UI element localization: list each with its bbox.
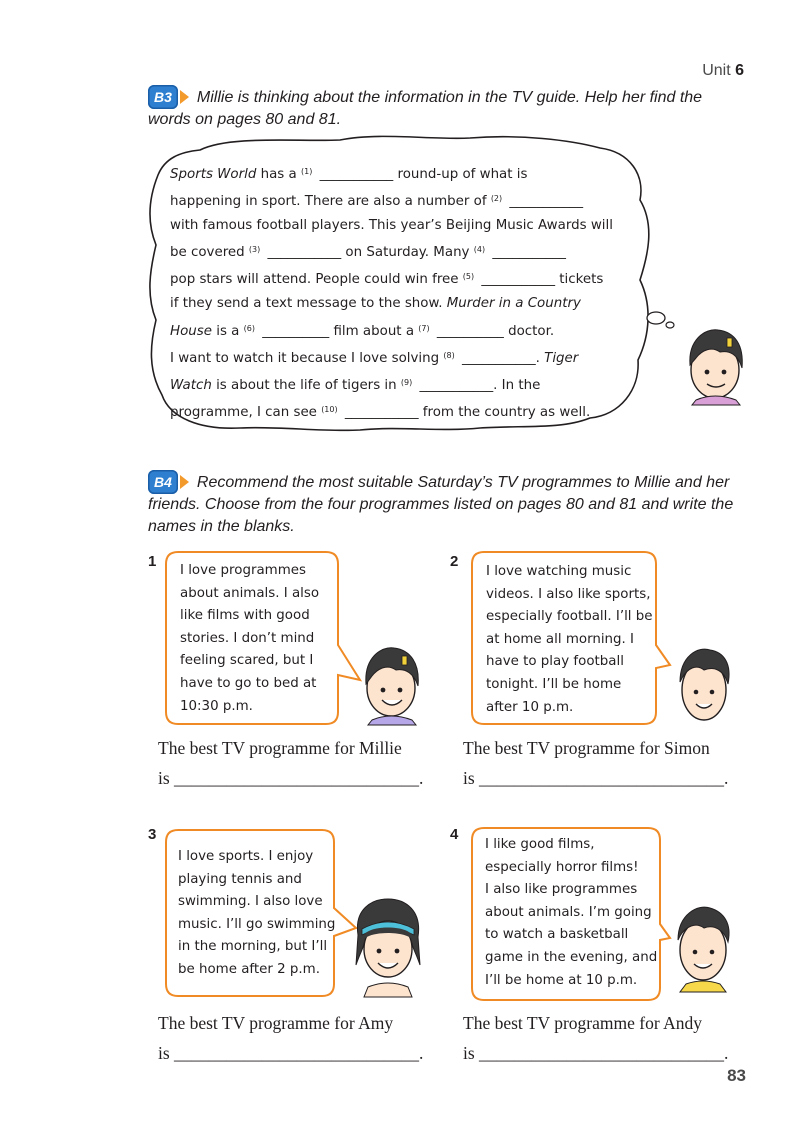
passage-line	[170, 344, 622, 371]
passage-text: happening in sport. There are also a number of	[170, 194, 491, 210]
passage-line	[170, 398, 622, 425]
item-number-4: 4	[450, 826, 459, 843]
answer-1: The best TV programme for Millie is ____________________________.	[158, 733, 423, 793]
answer-blank-4[interactable]: is ____________________________.	[463, 1043, 729, 1063]
passage-text: with famous football players. This year’s Beijing Music Awards will	[170, 218, 613, 234]
programme-title: Tiger	[544, 350, 579, 366]
bubble-text-1: I love programmes about animals. I also like films with good stories. I don’t mind feeling scared, but I have to go to bed at 10:30 p.m.	[180, 563, 320, 714]
answer-2: The best TV programme for Simon is ____________________________.	[463, 733, 728, 793]
passage-line	[170, 371, 622, 398]
unit-label: Unit 6	[702, 62, 744, 79]
passage-text: if they send a text message to the show.	[170, 296, 447, 312]
blank-number: (5)	[462, 272, 475, 282]
b4-instruction-block	[148, 470, 748, 538]
blank-number: (4)	[473, 245, 486, 255]
b4-badge: B4	[148, 470, 178, 494]
passage-line	[170, 160, 622, 187]
passage-line	[170, 214, 622, 238]
play-arrow-icon	[180, 475, 189, 489]
blank-number: (2)	[490, 194, 503, 204]
b3-instruction: Millie is thinking about the information in the TV guide. Help her find the words on pages 80 and 81.	[148, 89, 703, 128]
bubble-text-3: I love sports. I enjoy playing tennis and swimming. I also love music. I’ll go swimming in the morning, but I’ll be home after 2 p.m.	[178, 849, 336, 977]
blank-number: (7)	[418, 323, 430, 333]
passage-text: ___________ tickets	[477, 272, 604, 288]
blank-number: (1)	[301, 167, 313, 176]
millie-avatar	[356, 640, 426, 725]
answer-4: The best TV programme for Andy is ____________________________.	[463, 1008, 728, 1068]
passage-text: ___________	[505, 194, 584, 210]
passage-text: programme, I can see	[170, 404, 322, 420]
b4-instruction: Recommend the most suitable Saturday’s TV programmes to Millie and her friends. Choose from the four programmes listed on pages 80 and 81 and write the names in the blanks.	[148, 474, 734, 535]
passage-text: is about the life of tigers in	[211, 377, 401, 393]
passage-text: ___________ on Saturday. Many	[263, 245, 474, 261]
blank-number: (6)	[243, 323, 255, 333]
answer-blank-3[interactable]: is ____________________________.	[158, 1043, 424, 1063]
programme-title: Watch	[170, 377, 212, 393]
simon-avatar	[670, 640, 738, 732]
millie-portrait	[680, 320, 750, 405]
passage-text: has a	[256, 167, 301, 182]
item-number-1: 1	[148, 553, 157, 570]
passage-text: ___________.	[457, 350, 545, 366]
amy-avatar	[348, 895, 428, 1000]
bubble-text-4: I like good films, especially horror films! I also like programmes about animals. I’m going to watch a basketball game in the evening, and I’ll be home at 10 p.m.	[485, 837, 658, 988]
passage-line	[170, 187, 622, 214]
bubble-text-2: I love watching music videos. I also like sports, especially football. I’ll be at home all morning. I have to play football tonight. I’ll be home after 10 p.m.	[486, 564, 653, 715]
page-number: 83	[727, 1066, 746, 1085]
blank-number: (10)	[321, 404, 338, 414]
passage-line	[170, 317, 622, 344]
passage-text: ___________. In the	[415, 377, 541, 393]
passage-line	[170, 238, 622, 265]
passage-text: ___________	[488, 245, 566, 261]
programme-title: Murder in a Country	[446, 296, 581, 312]
answer-3: The best TV programme for Amy is ____________________________.	[158, 1008, 423, 1068]
passage-text: is a	[211, 323, 244, 339]
passage-text: be covered	[170, 245, 249, 261]
passage-text: __________ doctor.	[432, 323, 555, 339]
passage-text: ___________ from the country as well.	[340, 404, 591, 420]
b3-passage	[170, 160, 622, 425]
blank-number: (8)	[443, 350, 455, 360]
passage-text: __________ film about a	[258, 323, 419, 339]
passage-line	[170, 265, 622, 292]
programme-title: House	[170, 323, 212, 339]
item-number-3: 3	[148, 826, 157, 843]
blank-number: (3)	[248, 245, 261, 255]
blank-number: (9)	[400, 377, 413, 387]
passage-text: I want to watch it because I love solving	[170, 350, 444, 366]
andy-avatar	[668, 900, 738, 995]
passage-text: pop stars will attend. People could win free	[170, 272, 463, 288]
answer-blank-2[interactable]: is ____________________________.	[463, 768, 729, 788]
b3-badge: B3	[148, 85, 178, 109]
passage-text: ___________ round-up of what is	[315, 167, 528, 182]
passage-line	[170, 292, 622, 316]
answer-blank-1[interactable]: is ____________________________.	[158, 768, 424, 788]
programme-title: Sports World	[170, 167, 257, 182]
item-number-2: 2	[450, 553, 459, 570]
unit-number: 6	[735, 62, 744, 79]
